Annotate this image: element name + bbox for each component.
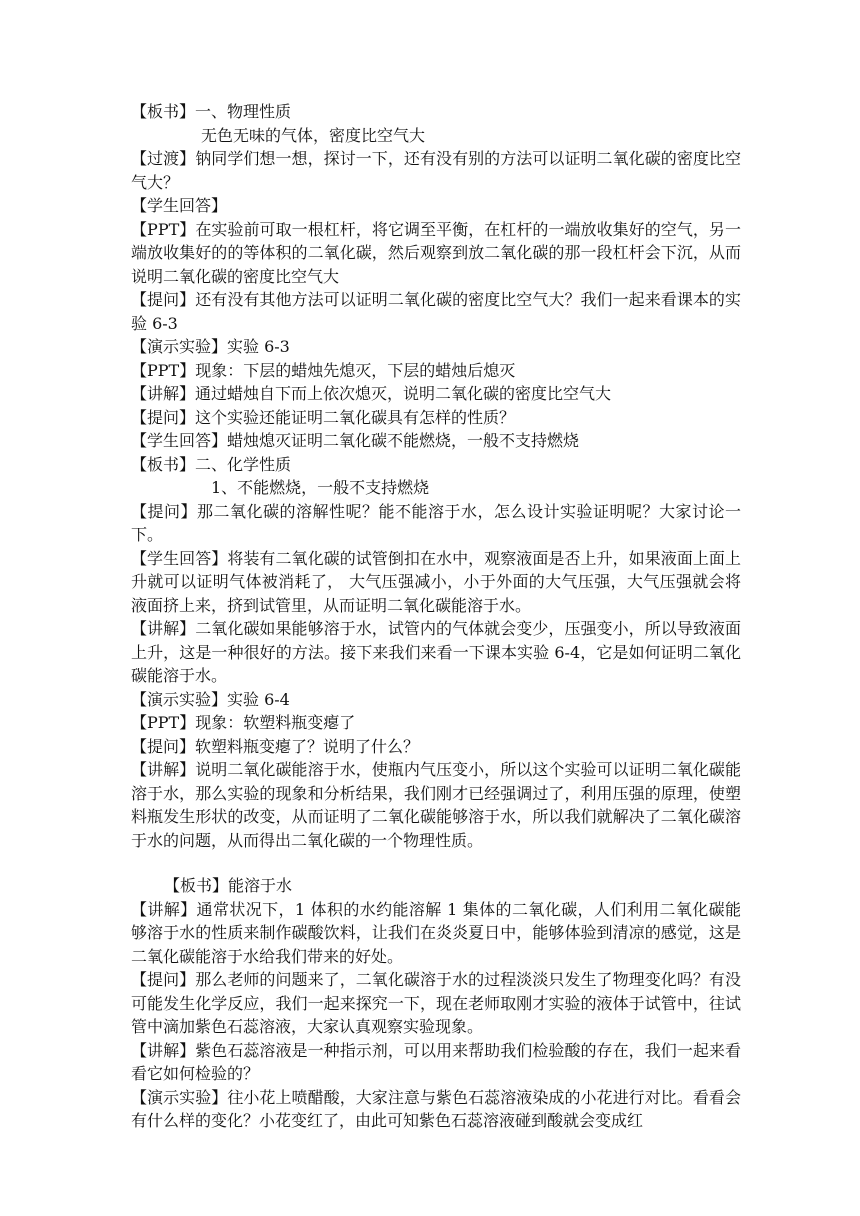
paragraph: 【讲解】通常状况下，1 体积的水约能溶解 1 集体的二氧化碳，人们利用二氧化碳能够溶于水的性质来制作碳酸饮料，让我们在炎炎夏日中，能够体验到清凉的感觉，这是二氧化碳能溶于水给我们带来的好处。 [131,899,741,966]
paragraph: 【过渡】钠同学们想一想，探讨一下，还有没有别的方法可以证明二氧化碳的密度比空气大？ [131,149,741,192]
paragraph: 【演示实验】实验 6-3 [131,337,290,356]
paragraph: 【板书】一、物理性质 [131,102,292,121]
paragraph: 【板书】二、化学性质 [131,454,292,474]
paragraph: 【学生回答】 [131,196,228,215]
paragraph: 【提问】那二氧化碳的溶解性呢？能不能溶于水，怎么设计实验证明呢？大家讨论一下。 [131,501,741,544]
paragraph: 【PPT】现象：软塑料瓶变瘪了 [131,713,356,732]
paragraph: 【提问】这个实验还能证明二氧化碳具有怎样的性质？ [131,407,516,427]
paragraph: 【讲解】通过蜡烛自下而上依次熄灭，说明二氧化碳的密度比空气大 [131,384,612,403]
document-page [131,100,741,1133]
paragraph: 【PPT】在实验前可取一根杠杆，将它调至平衡，在杠杆的一端放收集好的空气，另一端放收集好的的等体积的二氧化碳，然后观察到放二氧化碳的那一段杠杆会下沉，从而说明二氧化碳的密度比空气大 [131,219,741,286]
paragraph: 1、不能燃烧，一般不支持燃烧 [211,478,430,497]
paragraph: 【PPT】现象：下层的蜡烛先熄灭，下层的蜡烛后熄灭 [131,360,516,380]
paragraph: 【演示实验】实验 6-4 [131,689,290,709]
paragraph: 【讲解】说明二氧化碳能溶于水，使瓶内气压变小，所以这个实验可以证明二氧化碳能溶于水，那么实验的现象和分析结果，我们刚才已经强调过了，利用压强的原理，使塑料瓶发生形状的改变，从而证明了二氧化碳能够溶于水，所以我们就解决了二氧化碳溶于水的问题，从而得出二氧化碳的一个物理性质。 [131,760,741,850]
paragraph: 【讲解】紫色石蕊溶液是一种指示剂，可以用来帮助我们检验酸的存在，我们一起来看看它如何检验的？ [131,1040,741,1083]
paragraph: 【学生回答】蜡烛熄灭证明二氧化碳不能燃烧，一般不支持燃烧 [131,431,580,450]
paragraph: 【提问】那么老师的问题来了，二氧化碳溶于水的过程淡淡只发生了物理变化吗？有没可能发生化学反应，我们一起来探究一下，现在老师取刚才实验的液体于试管中，往试管中滴加紫色石蕊溶液，大家认真观察实验现象。 [131,970,741,1036]
paragraph: 【板书】能溶于水 [164,876,293,895]
paragraph: 【学生回答】将装有二氧化碳的试管倒扣在水中，观察液面是否上升，如果液面上面上升就可以证明气体被消耗了， 大气压强减小，小于外面的大气压强，大气压强就会将液面挤上来，挤到试管里，从而证明二氧化碳能溶于水。 [131,548,741,615]
blank-line [131,852,741,874]
paragraph: 【演示实验】往小花上喷醋酸，大家注意与紫色石蕊溶液染成的小花进行对比。看看会有什么样的变化？小花变红了，由此可知紫色石蕊溶液碰到酸就会变成红 [131,1087,741,1130]
paragraph: 【提问】还有没有其他方法可以证明二氧化碳的密度比空气大？我们一起来看课本的实验 6-3 [131,290,741,333]
paragraph: 【讲解】二氧化碳如果能够溶于水，试管内的气体就会变少，压强变小，所以导致液面上升，这是一种很好的方法。接下来我们来看一下课本实验 6-4，它是如何证明二氧化碳能溶于水。 [131,619,741,685]
paragraph: 无色无味的气体，密度比空气大 [201,125,426,145]
paragraph: 【提问】软塑料瓶变瘪了？说明了什么？ [131,736,420,756]
